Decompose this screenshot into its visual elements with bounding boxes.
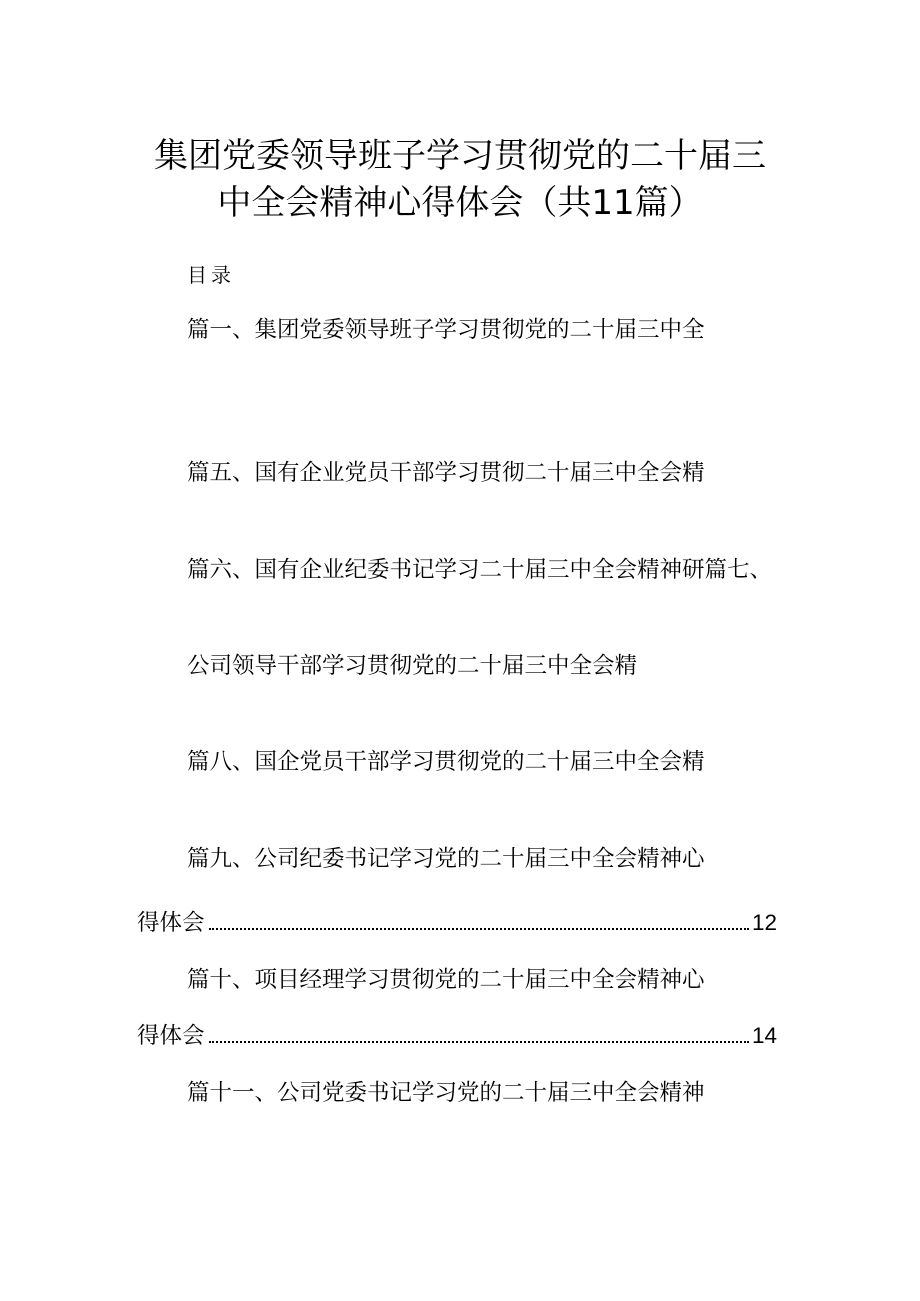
toc-entry-10-continuation[interactable] [137, 1021, 777, 1051]
document-title-line-2: 中全会精神心得体会（共11篇） [217, 183, 703, 223]
toc-entry-6[interactable]: 篇六、国有企业纪委书记学习二十届三中全会精神研篇七、 [187, 557, 773, 583]
toc-entry-8[interactable]: 篇八、国企党员干部学习贯彻党的二十届三中全会精 [187, 749, 705, 775]
toc-entry-text: 得体会 [137, 910, 205, 936]
toc-entry-11[interactable]: 篇十一、公司党委书记学习党的二十届三中全会精神 [187, 1080, 705, 1106]
toc-label: 目录 [187, 263, 235, 287]
toc-entry-9-continuation[interactable] [137, 908, 777, 938]
toc-entry-9[interactable]: 篇九、公司纪委书记学习党的二十届三中全会精神心 [187, 846, 705, 872]
toc-entry-10[interactable]: 篇十、项目经理学习贯彻党的二十届三中全会精神心 [187, 967, 705, 993]
toc-entry-1[interactable]: 篇一、集团党委领导班子学习贯彻党的二十届三中全 [187, 317, 705, 343]
toc-entry-text: 得体会 [137, 1023, 205, 1049]
dot-leader [209, 1041, 749, 1043]
toc-entry-7[interactable]: 公司领导干部学习贯彻党的二十届三中全会精 [187, 653, 638, 679]
document-title-line-1: 集团党委领导班子学习贯彻党的二十届三 [154, 136, 766, 176]
page-number: 12 [751, 910, 777, 935]
page-number: 14 [751, 1023, 777, 1048]
dot-leader [209, 928, 749, 930]
toc-entry-5[interactable]: 篇五、国有企业党员干部学习贯彻二十届三中全会精 [187, 460, 705, 486]
